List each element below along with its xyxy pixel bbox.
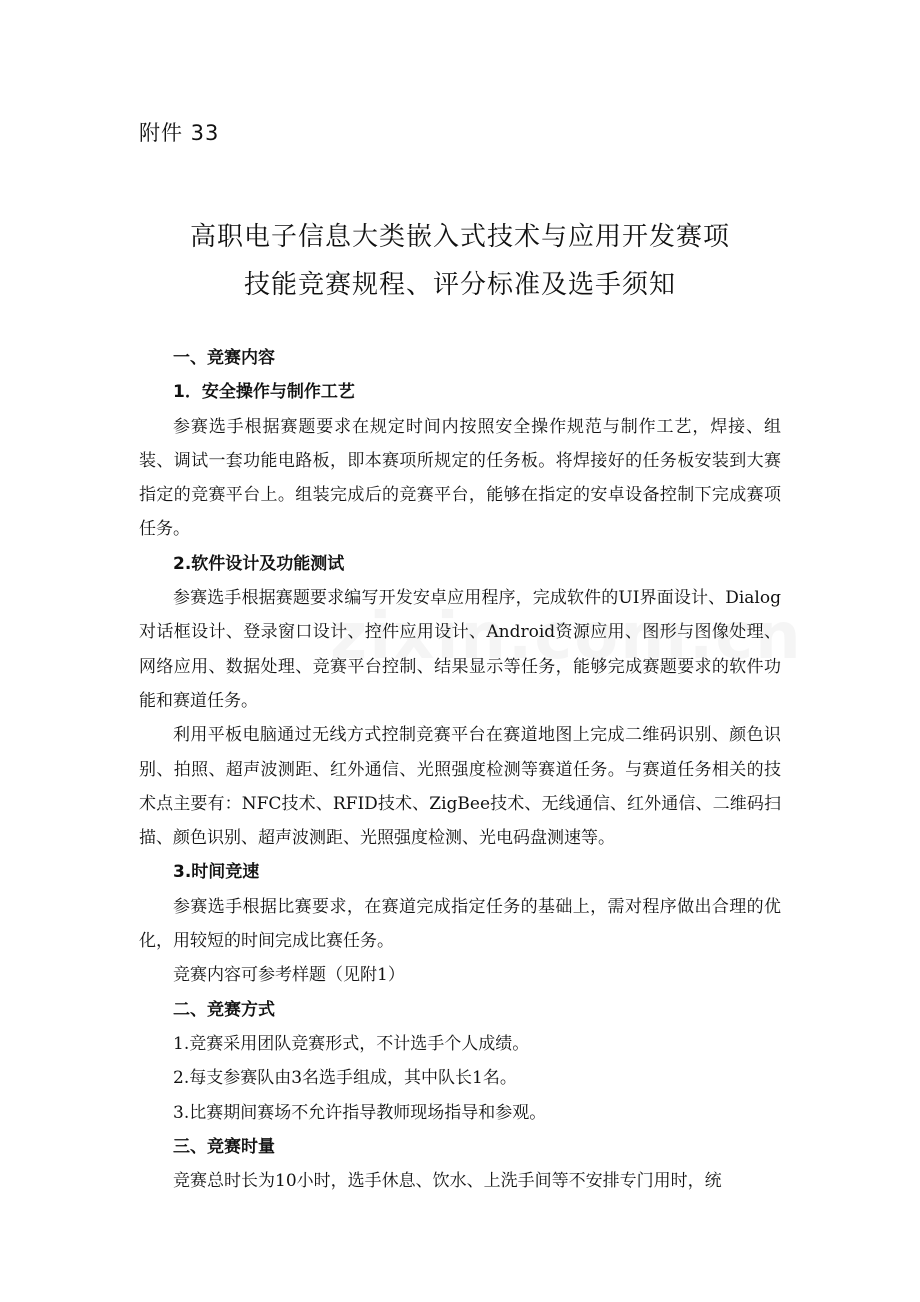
subsection-heading-software: 2.软件设计及功能测试 [173, 553, 345, 574]
paragraph-duration: 竞赛总时长为10小时，选手休息、饮水、上洗手间等不安排专门用时，统 [173, 1171, 722, 1192]
section-heading-format: 二、竞赛方式 [173, 999, 275, 1020]
document-body [139, 341, 781, 1198]
section-heading-duration: 三、竞赛时量 [173, 1136, 275, 1157]
section-heading-content: 一、竞赛内容 [173, 348, 275, 368]
content-reference: 竞赛内容可参考样题（见附1） [173, 965, 405, 986]
paragraph-timing: 参赛选手根据比赛要求，在赛道完成指定任务的基础上，需对程序做出合理的优化，用较短的时间完成比赛任务。 [139, 896, 781, 952]
subsection-heading-timing: 3.时间竞速 [173, 862, 260, 883]
paragraph-software-2: 利用平板电脑通过无线方式控制竞赛平台在赛道地图上完成二维码识别、颜色识别、拍照、超声波测距、红外通信、光照强度检测等赛道任务。与赛道任务相关的技术点主要有：NFC技术、RFID技术、ZigBee技术、无线通信、红外通信、二维码扫描、颜色识别、超声波测距、光照强度检测、光电码盘测速等。 [139, 725, 781, 849]
document-title-line-1: 高职电子信息大类嵌入式技术与应用开发赛项 [189, 222, 730, 252]
list-item-format-1: 1.竞赛采用团队竞赛形式，不计选手个人成绩。 [173, 1033, 530, 1054]
subsection-heading-safety: 1．安全操作与制作工艺 [173, 382, 355, 403]
list-item-format-2: 2.每支参赛队由3名选手组成，其中队长1名。 [173, 1068, 517, 1089]
attachment-label: 附件 33 [139, 121, 220, 145]
paragraph-software-1: 参赛选手根据赛题要求编写开发安卓应用程序，完成软件的UI界面设计、Dialog对话框设计、登录窗口设计、控件应用设计、Android资源应用、图形与图像处理、网络应用、数据处理、竞赛平台控制、结果显示等任务，能够完成赛题要求的软件功能和赛道任务。 [139, 588, 781, 711]
paragraph-safety: 参赛选手根据赛题要求在规定时间内按照安全操作规范与制作工艺，焊接、组装、调试一套功能电路板，即本赛项所规定的任务板。将焊接好的任务板安装到大赛指定的竞赛平台上。组装完成后的竞赛平台，能够在指定的安卓设备控制下完成赛项任务。 [139, 416, 781, 540]
list-item-format-3: 3.比赛期间赛场不允许指导教师现场指导和参观。 [173, 1102, 547, 1123]
document-title-line-2: 技能竞赛规程、评分标准及选手须知 [243, 270, 676, 300]
